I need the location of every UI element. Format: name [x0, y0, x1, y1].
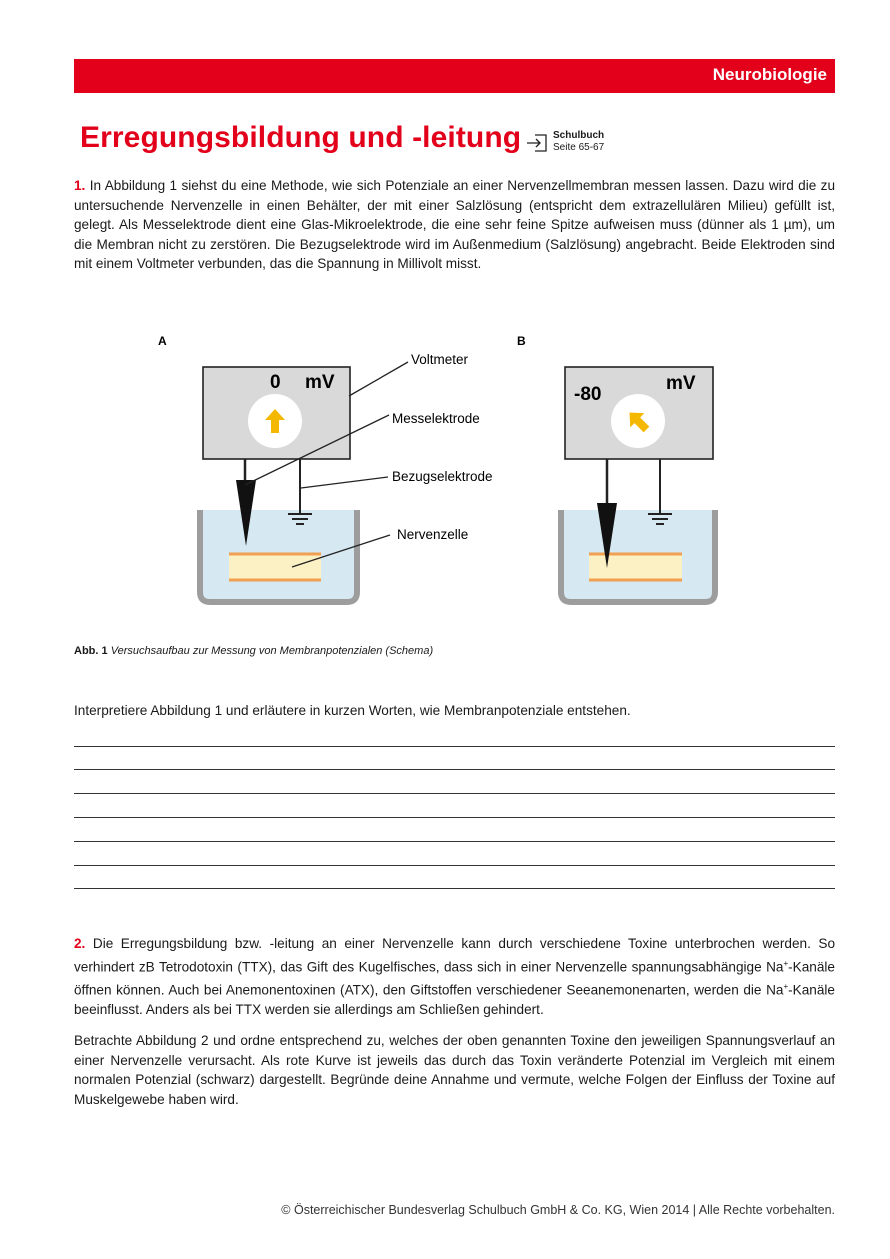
nerve-cell-a [229, 554, 321, 580]
task-2-body-2: -Kanäle öffnen können. Auch bei Anemonentoxinen (ATX), den Giftstoffen verschiedener Seeanemonenarten, werden die Na [74, 959, 835, 998]
page-title: Erregungsbildung und -leitung [80, 121, 522, 154]
answer-line[interactable] [74, 793, 835, 794]
task-1-number: 1. [74, 178, 86, 193]
task-2-number: 2. [74, 936, 86, 951]
task-2-paragraph-2: Betrachte Abbildung 2 und ordne entsprechend zu, welches der oben genannten Toxine den jeweiligen Spannungsverlauf an einer Nervenzelle verursacht. Als rote Kurve ist jeweils das durch das Toxin veränderte Potenzial im Vergleich mit einem normalen Potenzial (schwarz) dargestellt. Begründe deine Annahme und vermute, welche Folgen der Einfluss der Toxine auf Muskelgewebe haben wird. [74, 1033, 835, 1107]
panel-a-label: A [158, 334, 167, 348]
caption-text: Versuchsaufbau zur Messung von Membranpotenzialen (Schema) [110, 645, 434, 657]
task-1-body: In Abbildung 1 siehst du eine Methode, wie sich Potenziale an einer Nervenzellmembran messen lassen. Dazu wird die zu untersuchende Nervenzelle in einen Behälter, der mit einer Salzlösung (entspricht dem extrazellulären Milieu) gefüllt ist, gelegt. Als Messelektrode dient eine Glas-Mikroelektrode, die eine sehr feine Spitze aufweisen muss (dünner als 1 µm), um die Membran nicht zu zerstören. Die Bezugselektrode wird im Außenmedium (Salzlösung) angebracht. Beide Elektroden sind mit einem Voltmeter verbunden, das die Spannung in Millivolt misst. [74, 178, 836, 272]
leader-bezugselektrode [301, 477, 388, 488]
panel-b-label: B [517, 334, 526, 348]
book-link-icon [526, 133, 548, 153]
section-title: Neurobiologie [712, 65, 827, 84]
figure-1-diagram [0, 320, 890, 620]
voltmeter-a-value: 0 [270, 372, 281, 393]
answer-line[interactable] [74, 841, 835, 842]
voltmeter-b-value: -80 [574, 384, 602, 405]
label-nervenzelle: Nervenzelle [397, 527, 469, 542]
voltmeter-a-unit: mV [305, 372, 335, 393]
label-voltmeter: Voltmeter [411, 352, 469, 367]
task-1-text [74, 176, 835, 274]
label-messelektrode: Messelektrode [392, 411, 480, 426]
answer-line[interactable] [74, 817, 835, 818]
task-2-body-3: -Kanäle beeinflusst. Anders als bei TTX werden sie allerdings am Schließen gehindert. [74, 982, 835, 1017]
copyright-footer: © Österreichischer Bundesverlag Schulbuch GmbH & Co. KG, Wien 2014 | Alle Rechte vorbehalten. [281, 1203, 835, 1217]
nerve-cell-b [589, 554, 682, 580]
answer-line[interactable] [74, 865, 835, 866]
reference-label: Schulbuch [553, 130, 605, 141]
voltmeter-b-unit: mV [666, 373, 696, 394]
label-bezugselektrode: Bezugselektrode [392, 469, 493, 484]
caption-label: Abb. 1 [74, 645, 108, 657]
answer-line[interactable] [74, 888, 835, 889]
answer-line[interactable] [74, 769, 835, 770]
task-1-question: Interpretiere Abbildung 1 und erläutere in kurzen Worten, wie Membranpotenziale entstehen. [74, 703, 631, 718]
fluid-top-a [203, 510, 354, 512]
sodium-charge-2: + [783, 981, 789, 991]
task-2-text [74, 934, 835, 1019]
task-2-body-1: Die Erregungsbildung bzw. -leitung an einer Nervenzelle kann durch verschiedene Toxine unterbrochen werden. So verhindert zB Tetrodotoxin (TTX), das Gift des Kugelfisches, dass sich in einer Nervenzelle spannungsabhängige Na [74, 936, 836, 975]
leader-voltmeter [349, 362, 408, 396]
answer-line[interactable] [74, 746, 835, 747]
figure-1-caption [74, 645, 433, 657]
sodium-charge-1: + [783, 958, 789, 968]
reference-pages: Seite 65-67 [553, 142, 605, 153]
header-banner [74, 59, 835, 93]
